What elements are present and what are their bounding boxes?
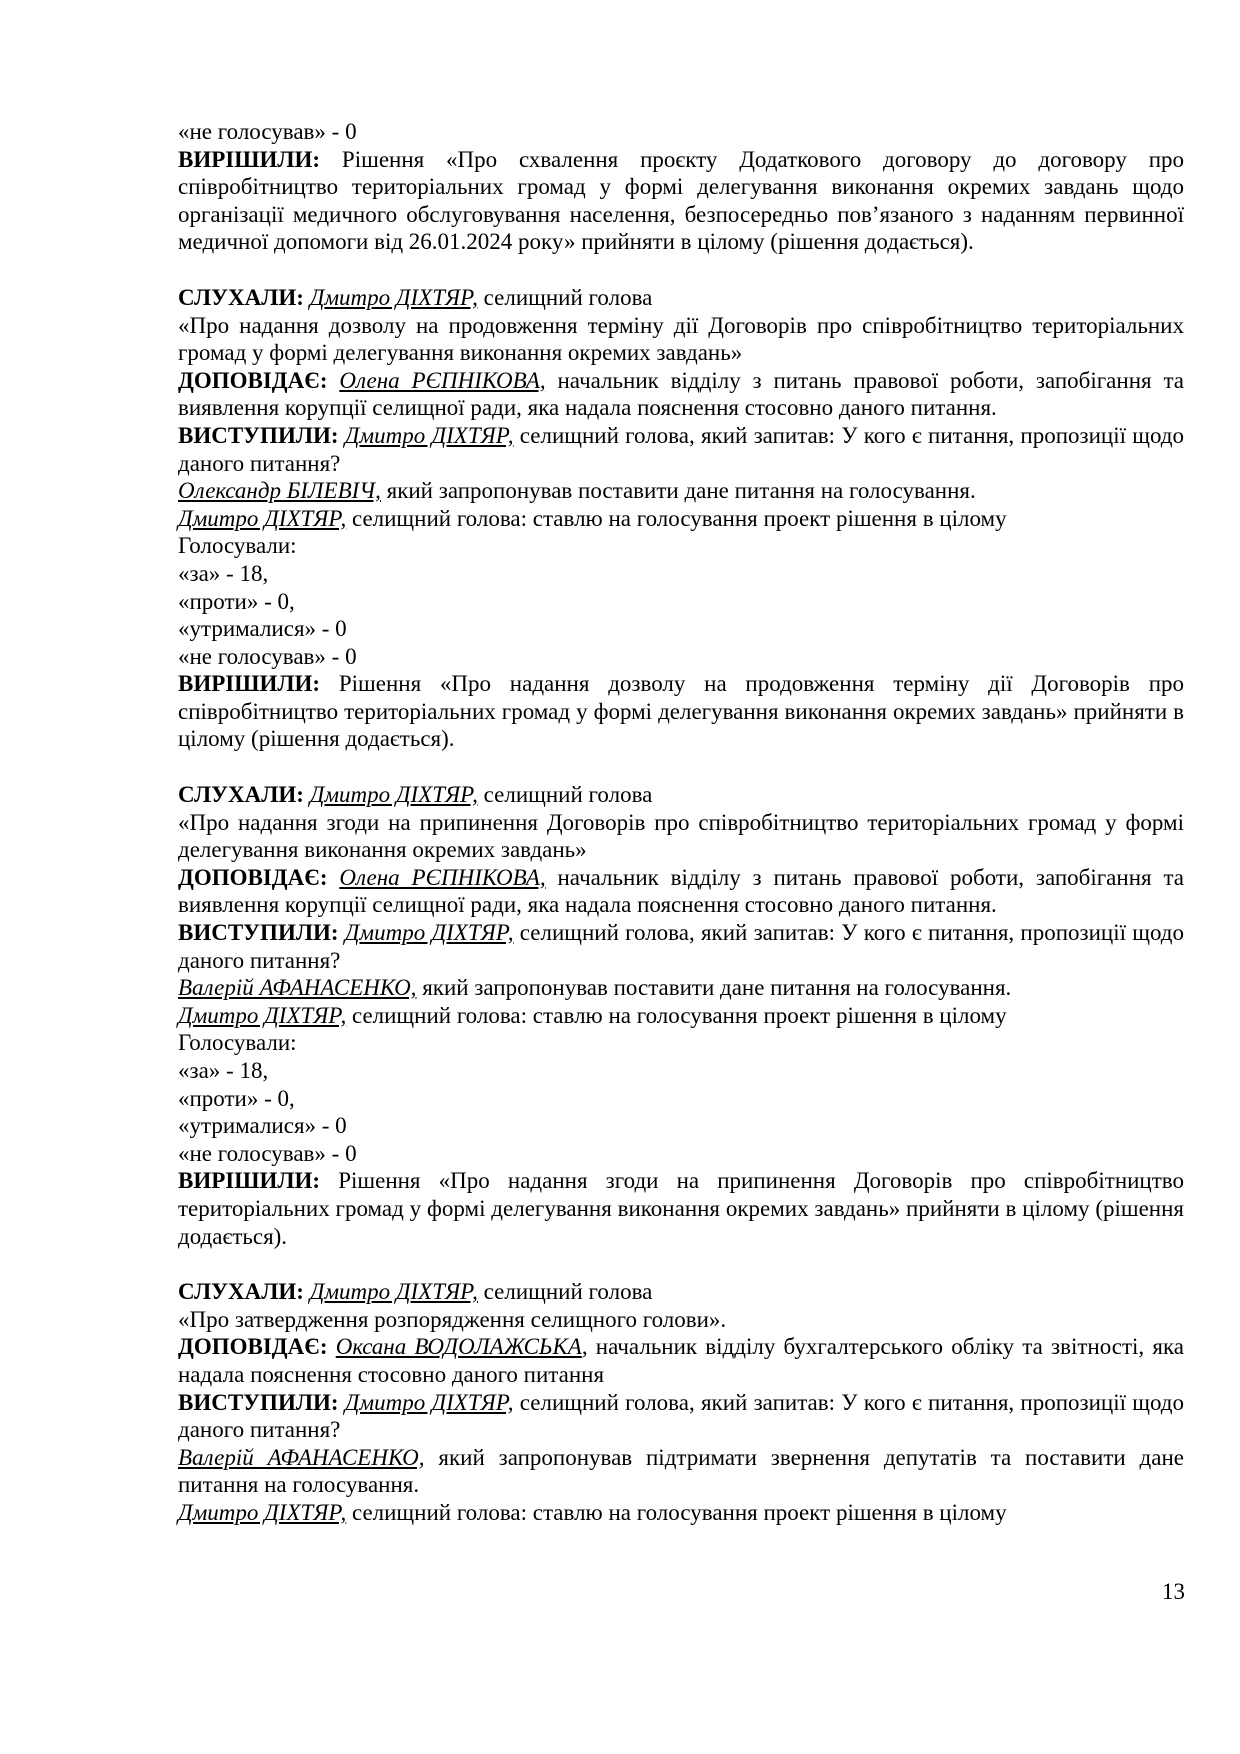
proposer-name: Олександр БІЛЕВІЧ,: [178, 478, 381, 504]
reporter-paragraph: [178, 1333, 1184, 1388]
reporter-text: начальник відділу з питань правової роботи, запобігання та виявлення корупції селищної ради, яка надала пояснення стосовно даного питання.: [178, 864, 1184, 918]
chair-paragraph: [178, 505, 1184, 533]
spoke-text: селищний голова, який запитав: У кого є питання, пропозиції щодо даного питання?: [178, 920, 1185, 973]
reports-label: ДОПОВІДАЄ:: [178, 367, 328, 393]
proposer-paragraph: [178, 974, 1184, 1002]
topic-text: «Про надання згоди на припинення Договорів про співробітництво територіальних громад у формі делегування виконання окремих завдань»: [178, 809, 1184, 863]
reporter-paragraph: [178, 864, 1184, 919]
vote-abstained: «утрималися» - 0: [178, 1113, 347, 1139]
chair-name: Дмитро ДІХТЯР,: [178, 1002, 347, 1028]
reporter-text: , начальник відділу бухгалтерського обліку та звітності, яка надала пояснення стосовно даного питання: [178, 1334, 1185, 1387]
heard-label: СЛУХАЛИ:: [178, 782, 304, 808]
vote-not-voted: «не голосував» - 0: [178, 1140, 357, 1166]
chair-paragraph: [178, 1499, 1184, 1527]
decision-text: Рішення «Про надання згоди на припинення Договорів про співробітництво територіальних громад у формі делегування виконання окремих завдань» прийняти в цілому (рішення додається).: [178, 1168, 1184, 1249]
reporter-paragraph: [178, 367, 1184, 422]
proposer-name: Валерій АФАНАСЕНКО,: [178, 1444, 425, 1470]
spoke-paragraph: [178, 1389, 1184, 1444]
heard-name: Дмитро ДІХТЯР,: [309, 1279, 478, 1305]
heard-role: селищний голова: [477, 1279, 653, 1305]
reports-label: ДОПОВІДАЄ:: [178, 1334, 328, 1360]
proposer-paragraph: [178, 477, 1184, 505]
spoke-text: селищний голова, який запитав: У кого є питання, пропозиції щодо даного питання?: [178, 422, 1185, 476]
vote-against: «проти» - 0,: [178, 588, 295, 614]
spoke-paragraph: [178, 919, 1184, 974]
heard-label: СЛУХАЛИ:: [178, 284, 304, 310]
reporter-name: Олена РЄПНІКОВА,: [339, 367, 546, 393]
spoke-name: Дмитро ДІХТЯР,: [344, 422, 514, 448]
vote-not-voted: «не голосував» - 0: [178, 119, 357, 144]
spoke-name: Дмитро ДІХТЯР,: [344, 1389, 514, 1415]
spoke-label: ВИСТУПИЛИ:: [178, 422, 339, 448]
spoke-paragraph: [178, 422, 1184, 477]
heard-role: селищний голова: [477, 284, 653, 310]
vote-not-voted: «не голосував» - 0: [178, 643, 357, 669]
decision-paragraph: [178, 670, 1184, 753]
proposer-text: який запропонував поставити дане питання на голосування.: [380, 478, 976, 504]
chair-text: селищний голова: ставлю на голосування проект рішення в цілому: [346, 505, 1007, 531]
reporter-text: начальник відділу з питань правової роботи, запобігання та виявлення корупції селищної ради, яка надала пояснення стосовно даного питання.: [178, 367, 1184, 421]
vote-abstained: «утрималися» - 0: [178, 616, 347, 642]
vote-for: «за» - 18,: [178, 1058, 269, 1083]
voted-label: Голосували:: [178, 1030, 297, 1056]
spoke-label: ВИСТУПИЛИ:: [178, 920, 339, 946]
decision-paragraph: [178, 1167, 1184, 1250]
decision-paragraph: [178, 146, 1184, 256]
proposer-text: який запропонував поставити дане питання на голосування.: [416, 975, 1012, 1001]
spoke-name: Дмитро ДІХТЯР,: [344, 920, 514, 946]
decision-text: Рішення «Про надання дозволу на продовження терміну дії Договорів про співробітництво територіальних громад у формі делегування виконання окремих завдань» прийняти в цілому (рішення додається).: [178, 671, 1185, 752]
heard-role: селищний голова: [477, 782, 653, 808]
heard-label: СЛУХАЛИ:: [178, 1279, 304, 1305]
vote-against: «проти» - 0,: [178, 1085, 295, 1111]
voted-label: Голосували:: [178, 533, 297, 559]
page-content: [178, 118, 1184, 1527]
proposer-name: Валерій АФАНАСЕНКО,: [178, 975, 417, 1001]
reporter-name: Олена РЄПНІКОВА,: [339, 864, 546, 890]
decided-label: ВИРІШИЛИ:: [178, 146, 321, 172]
heard-line: [178, 781, 1184, 809]
spoke-text: селищний голова, який запитав: У кого є питання, пропозиції щодо даного питання?: [178, 1389, 1185, 1443]
chair-name: Дмитро ДІХТЯР,: [178, 1499, 347, 1525]
topic-text: «Про надання дозволу на продовження терміну дії Договорів про співробітництво територіальних громад у формі делегування виконання окремих завдань»: [178, 312, 1184, 366]
chair-paragraph: [178, 1002, 1184, 1030]
reports-label: ДОПОВІДАЄ:: [178, 864, 328, 890]
chair-text: селищний голова: ставлю на голосування проект рішення в цілому: [346, 1499, 1007, 1525]
decided-label: ВИРІШИЛИ:: [178, 1168, 321, 1194]
heard-name: Дмитро ДІХТЯР,: [309, 284, 478, 310]
decision-text: Рішення «Про схвалення проєкту Додаткового договору до договору про співробітництво територіальних громад у формі делегування виконання окремих завдань щодо організації медичного обслуговування населення, безпосередньо пов’язаного з наданням первинної медичної допомоги від 26.01.2024 року» прийняти в цілому (рішення додається).: [178, 146, 1185, 255]
vote-for: «за» - 18,: [178, 560, 269, 586]
reporter-name: Оксана ВОДОЛАЖСЬКА: [335, 1334, 582, 1360]
proposer-text: який запропонував підтримати звернення депутатів та поставити дане питання на голосування.: [178, 1444, 1184, 1498]
topic-text: «Про затвердження розпорядження селищного голови».: [178, 1306, 727, 1332]
heard-line: [178, 1278, 1184, 1306]
heard-name: Дмитро ДІХТЯР,: [309, 782, 478, 808]
chair-name: Дмитро ДІХТЯР,: [178, 505, 347, 531]
proposer-paragraph: [178, 1444, 1184, 1499]
heard-line: [178, 284, 1184, 312]
page-number: 13: [1162, 1579, 1185, 1604]
decided-label: ВИРІШИЛИ:: [178, 671, 321, 697]
spoke-label: ВИСТУПИЛИ:: [178, 1389, 339, 1415]
chair-text: селищний голова: ставлю на голосування проект рішення в цілому: [346, 1002, 1007, 1028]
